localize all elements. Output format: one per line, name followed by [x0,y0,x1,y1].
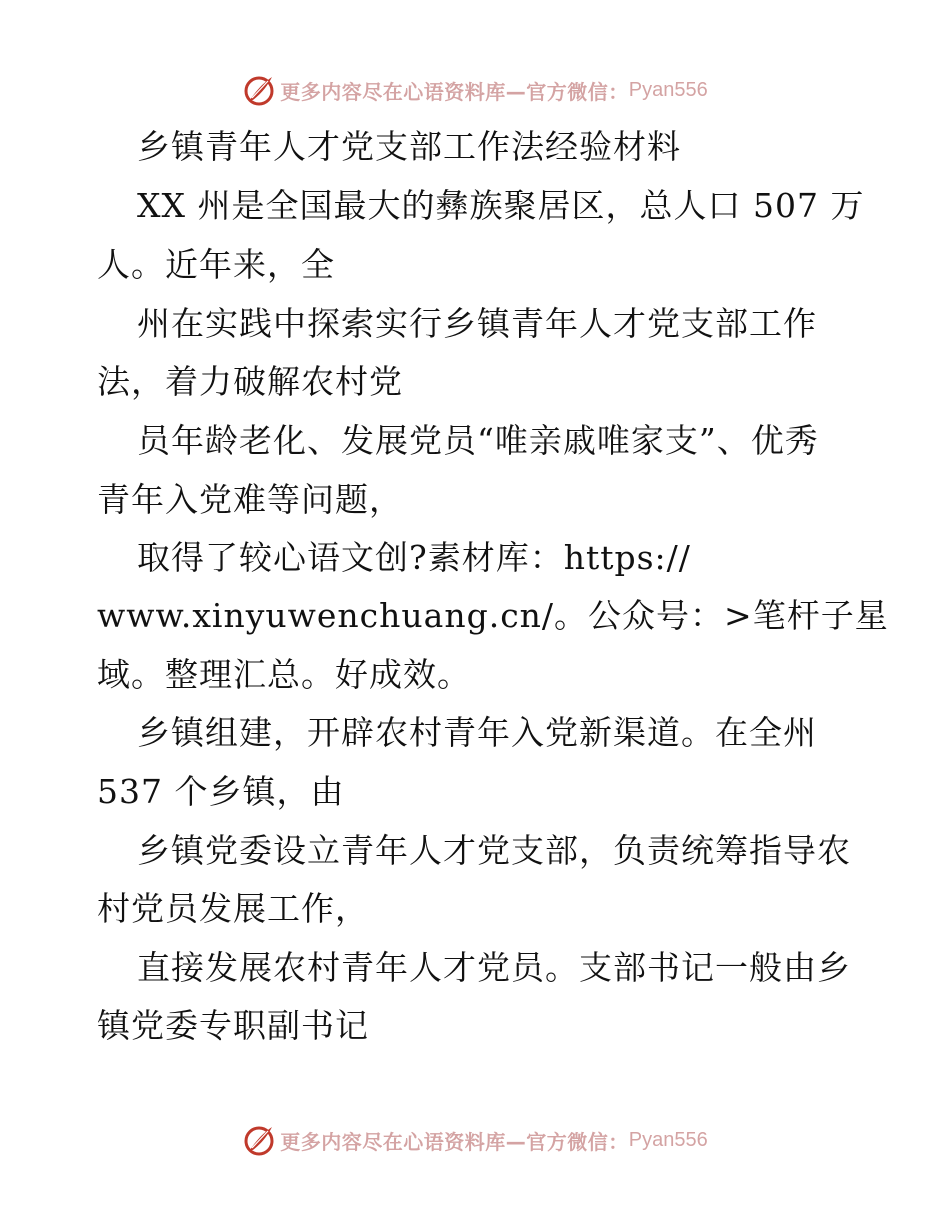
banner-handle: Pyan556 [628,1128,708,1151]
paragraph-line: 法，着力破解农村党 [97,362,403,401]
footer-banner [0,1120,950,1160]
paragraph-line: www.xinyuwenchuang.cn/。公众号：>笔杆子星 [97,596,889,635]
paragraph-line: 镇党委专职副书记 [97,1006,369,1045]
paragraph-line: 537 个乡镇，由 [97,772,345,811]
paragraph-line: 青年入党难等问题， [97,480,403,519]
document-title: 乡镇青年人才党支部工作法经验材料 [137,127,681,166]
paragraph-line: XX 州是全国最大的彝族聚居区，总人口 507 万 [137,186,865,225]
paragraph-line: 取得了较心语文创?素材库：https:// [137,538,691,577]
paragraph-line: 域。整理汇总。好成效。 [97,655,471,694]
paragraph-line: 州在实践中探索实行乡镇青年人才党支部工作 [137,304,817,343]
banner-text: 更多内容尽在心语资料库—官方微信： [280,79,629,104]
paragraph-line: 人。近年来，全 [97,245,335,284]
paragraph-line: 员年龄老化、发展党员“唯亲戚唯家支”、优秀 [137,421,819,460]
banner-handle: Pyan556 [628,78,708,101]
paragraph-line: 乡镇组建，开辟农村青年入党新渠道。在全州 [137,713,817,752]
paragraph-line: 直接发展农村青年人才党员。支部书记一般由乡 [137,948,851,987]
paragraph-line: 乡镇党委设立青年人才党支部，负责统筹指导农 [137,831,851,870]
paragraph-line: 村党员发展工作， [97,889,369,928]
banner-text: 更多内容尽在心语资料库—官方微信： [280,1129,629,1154]
feather-logo-icon [242,1123,276,1157]
